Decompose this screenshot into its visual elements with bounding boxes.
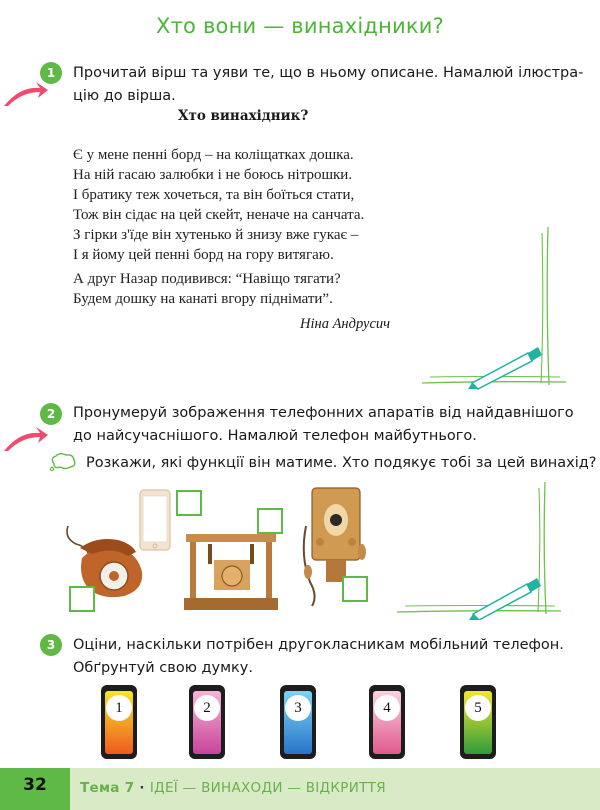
poem-line: Тож він сідає на цей скейт, неначе на санчата. — [73, 207, 365, 223]
poem-line: І братику теж хочеться, та він боїться стати, — [73, 187, 355, 203]
task1-line: цію до вірша. — [73, 88, 176, 104]
task2-line: Пронумеруй зображення телефонних апаратів від найдавнішого — [73, 405, 574, 421]
task1-instruction — [73, 62, 593, 108]
task2-speech-prompt: Розкажи, які функції він матиме. Хто подякує тобі за цей винахід? — [86, 455, 597, 471]
poem-stanza-2 — [73, 269, 341, 309]
rating-value: 1 — [106, 695, 132, 721]
number-box-rotary-phone[interactable] — [69, 586, 95, 612]
rating-value: 5 — [465, 695, 491, 721]
number-box-smartphone[interactable] — [176, 490, 202, 516]
rating-phone-5[interactable] — [460, 685, 496, 759]
rating-phone-1[interactable] — [101, 685, 137, 759]
number-box-wall-phone[interactable] — [342, 576, 368, 602]
pencil-icon — [468, 347, 542, 389]
number-box-telegraph[interactable] — [257, 508, 283, 534]
poem-line: Будем дошку на канаті вгору піднімати”. — [73, 291, 333, 307]
rating-phone-3[interactable] — [280, 685, 316, 759]
pencil-icon — [469, 578, 541, 620]
task3-instruction — [73, 634, 593, 680]
pointer-arrow-icon — [2, 80, 48, 108]
task2-instruction — [73, 402, 593, 448]
topic-separator: · — [139, 780, 145, 796]
poem-author: Ніна Андрусич — [300, 316, 391, 332]
rating-value: 3 — [285, 695, 311, 721]
poem-title: Хто винахідник? — [178, 108, 309, 124]
task3-line: Обґрунтуй свою думку. — [73, 660, 253, 676]
poem-line: А друг Назар подивився: “Навіщо тягати? — [73, 271, 341, 287]
task-number-2: 2 — [40, 403, 62, 425]
footer-topic — [80, 780, 386, 796]
drawing-area-frame[interactable] — [395, 480, 565, 620]
topic-title: ІДЕЇ — ВИНАХОДИ — ВІДКРИТТЯ — [149, 780, 386, 796]
topic-label: Тема 7 — [80, 780, 135, 796]
poem-line: Є у мене пенні борд – на коліщатках дошка. — [73, 147, 354, 163]
poem-stanza-1 — [73, 145, 364, 265]
rating-value: 4 — [374, 695, 400, 721]
rating-value: 2 — [194, 695, 220, 721]
telegraph-apparatus-image — [182, 530, 280, 612]
poem-line: І я йому цей пенні борд на гору витягаю. — [73, 247, 334, 263]
task3-line: Оціни, наскільки потрібен другокласникам мобільний телефон. — [73, 637, 564, 653]
page-title: Хто вони — винахідники? — [156, 14, 444, 38]
page-number: 32 — [23, 775, 47, 795]
speech-bubble-icon — [48, 452, 78, 472]
task-number-1: 1 — [40, 62, 62, 84]
task2-line: до найсучаснішого. Намалюй телефон майбутнього. — [73, 428, 477, 444]
pointer-arrow-icon — [2, 425, 48, 453]
rating-phone-4[interactable] — [369, 685, 405, 759]
task1-line: Прочитай вірш та уяви те, що в ньому описане. Намалюй ілюстра- — [73, 65, 584, 81]
smartphone-image — [138, 488, 172, 552]
drawing-area-frame[interactable] — [420, 225, 570, 390]
poem-line: На ній гасаю залюбки і не боюсь нітрошки. — [73, 167, 353, 183]
rating-phone-2[interactable] — [189, 685, 225, 759]
poem-line: З гірки з'їде він хутенько й знизу вже гукає – — [73, 227, 359, 243]
task-number-3: 3 — [40, 634, 62, 656]
